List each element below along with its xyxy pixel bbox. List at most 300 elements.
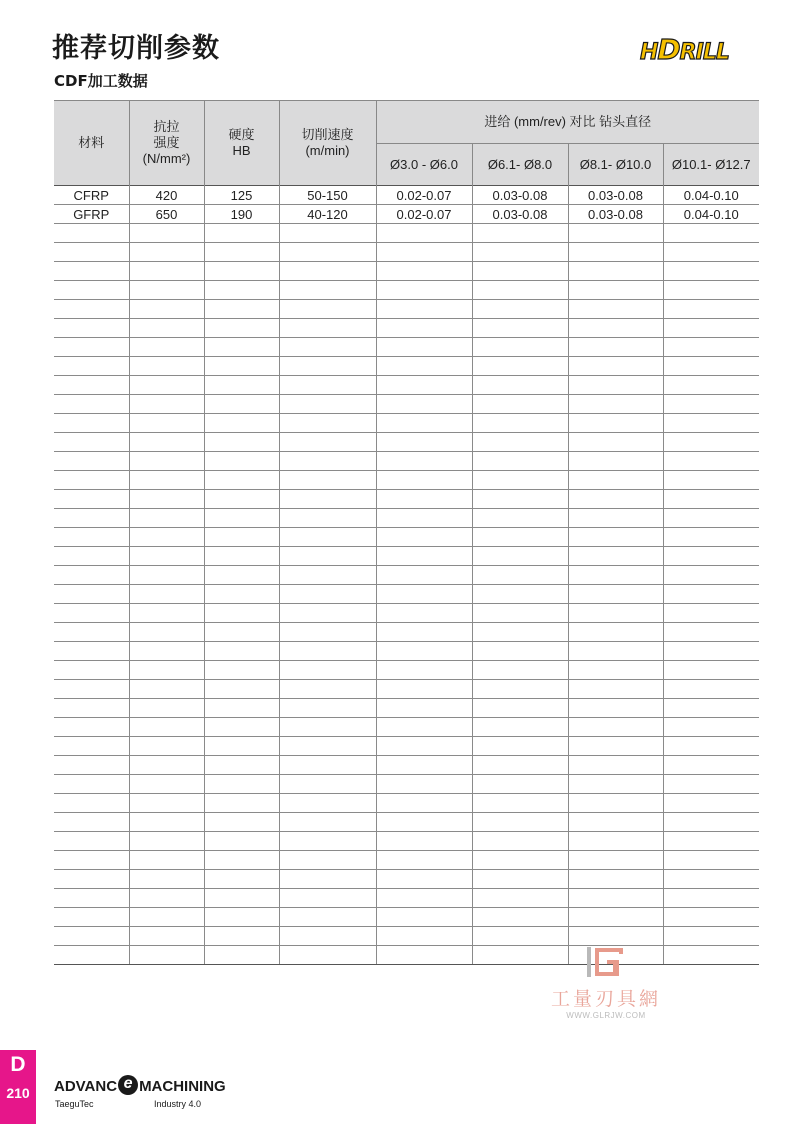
watermark-text: 工量刃具網: [550, 988, 661, 1010]
table-row: [54, 775, 759, 794]
table-cell: [129, 889, 204, 908]
table-cell: [472, 395, 568, 414]
table-cell: 0.03-0.08: [472, 205, 568, 224]
table-cell: [204, 471, 279, 490]
table-cell: [376, 642, 472, 661]
table-cell: [472, 756, 568, 775]
table-cell: [568, 471, 663, 490]
table-cell: [54, 775, 129, 794]
table-cell: [568, 832, 663, 851]
table-row: [54, 414, 759, 433]
table-cell: [279, 585, 376, 604]
header-diameter-2: Ø6.1- Ø8.0: [472, 144, 568, 186]
table-row: [54, 718, 759, 737]
table-cell: [129, 661, 204, 680]
table-cell: [472, 471, 568, 490]
table-cell: [204, 319, 279, 338]
table-cell: [279, 946, 376, 965]
table-cell: [472, 338, 568, 357]
table-cell: [279, 490, 376, 509]
table-cell: [129, 376, 204, 395]
table-cell: [376, 832, 472, 851]
table-cell: [54, 585, 129, 604]
table-cell: [376, 661, 472, 680]
table-cell: [376, 775, 472, 794]
table-cell: [472, 509, 568, 528]
table-cell: CFRP: [54, 186, 129, 205]
table-cell: [663, 851, 759, 870]
table-cell: [663, 471, 759, 490]
table-row: [54, 794, 759, 813]
footer-logo-main: [54, 1075, 226, 1095]
header-diameter-1: Ø3.0 - Ø6.0: [376, 144, 472, 186]
table-cell: [204, 718, 279, 737]
table-cell: [472, 319, 568, 338]
table-cell: [129, 604, 204, 623]
table-cell: [204, 547, 279, 566]
table-cell: 0.03-0.08: [568, 205, 663, 224]
table-cell: [376, 813, 472, 832]
table-row: [54, 889, 759, 908]
header-material: 材料: [54, 101, 129, 186]
table-cell: [663, 775, 759, 794]
table-cell: [663, 338, 759, 357]
table-cell: [663, 262, 759, 281]
table-cell: [568, 813, 663, 832]
table-cell: [472, 680, 568, 699]
table-row: [54, 186, 759, 205]
table-cell: [663, 300, 759, 319]
table-row: [54, 756, 759, 775]
table-cell: [279, 471, 376, 490]
table-cell: [54, 756, 129, 775]
table-row: [54, 243, 759, 262]
cutting-parameters-table: [54, 100, 759, 965]
table-cell: [279, 851, 376, 870]
page-subtitle: CDF加工数据: [54, 72, 148, 90]
table-cell: [279, 737, 376, 756]
header-diameter-4: Ø10.1- Ø12.7: [663, 144, 759, 186]
table-cell: [129, 262, 204, 281]
brand-logo: HDRILL: [640, 33, 729, 66]
table-cell: [129, 908, 204, 927]
table-cell: [663, 414, 759, 433]
table-cell: [568, 395, 663, 414]
table-cell: [129, 433, 204, 452]
table-cell: [279, 433, 376, 452]
watermark: [536, 944, 676, 1020]
table-cell: [472, 737, 568, 756]
table-cell: [54, 300, 129, 319]
table-cell: [376, 889, 472, 908]
table-row: [54, 205, 759, 224]
table-cell: [472, 623, 568, 642]
table-cell: [204, 775, 279, 794]
table-cell: 0.04-0.10: [663, 205, 759, 224]
header-feed: 进给 (mm/rev) 对比 钻头直径: [376, 101, 759, 144]
table-cell: [663, 224, 759, 243]
table-row: [54, 281, 759, 300]
table-cell: [376, 243, 472, 262]
table-cell: [472, 376, 568, 395]
table-cell: [54, 718, 129, 737]
table-cell: [204, 889, 279, 908]
table-cell: [54, 262, 129, 281]
table-cell: [376, 395, 472, 414]
table-cell: [376, 927, 472, 946]
table-cell: [663, 946, 759, 965]
table-cell: [568, 224, 663, 243]
table-cell: [568, 737, 663, 756]
table-cell: [472, 870, 568, 889]
section-letter: D: [10, 1053, 26, 1076]
table-cell: [568, 528, 663, 547]
table-cell: [129, 775, 204, 794]
table-cell: [54, 946, 129, 965]
table-cell: [472, 452, 568, 471]
table-cell: [204, 376, 279, 395]
table-cell: [204, 395, 279, 414]
watermark-logo-icon: [583, 944, 629, 980]
table-cell: [129, 281, 204, 300]
table-cell: [663, 433, 759, 452]
table-cell: [568, 585, 663, 604]
table-cell: [568, 927, 663, 946]
table-cell: [472, 832, 568, 851]
table-cell: [279, 699, 376, 718]
table-cell: [472, 604, 568, 623]
table-cell: [129, 547, 204, 566]
table-row: [54, 642, 759, 661]
table-cell: [204, 585, 279, 604]
table-row: [54, 680, 759, 699]
table-row: [54, 908, 759, 927]
table-cell: [54, 870, 129, 889]
table-cell: [663, 243, 759, 262]
table-cell: [204, 262, 279, 281]
table-cell: [54, 224, 129, 243]
table-cell: [663, 680, 759, 699]
table-row: [54, 566, 759, 585]
table-cell: [472, 851, 568, 870]
table-cell: [279, 775, 376, 794]
table-cell: [663, 623, 759, 642]
table-cell: 50-150: [279, 186, 376, 205]
header-tensile-line1: 抗拉: [153, 119, 180, 134]
table-cell: [568, 680, 663, 699]
table-cell: [279, 414, 376, 433]
table-cell: [54, 908, 129, 927]
table-cell: [204, 243, 279, 262]
table-cell: [204, 699, 279, 718]
table-cell: [129, 756, 204, 775]
table-cell: [54, 452, 129, 471]
table-cell: [129, 300, 204, 319]
table-cell: [376, 319, 472, 338]
table-row: [54, 509, 759, 528]
table-cell: [663, 509, 759, 528]
table-cell: [279, 357, 376, 376]
table-row: [54, 832, 759, 851]
table-row: [54, 623, 759, 642]
table-cell: [663, 319, 759, 338]
table-cell: [204, 452, 279, 471]
table-cell: [568, 414, 663, 433]
table-cell: [129, 357, 204, 376]
table-row: [54, 851, 759, 870]
table-cell: [568, 566, 663, 585]
table-cell: [376, 566, 472, 585]
table-cell: 0.04-0.10: [663, 186, 759, 205]
table-row: [54, 224, 759, 243]
table-cell: [54, 414, 129, 433]
table-cell: [472, 300, 568, 319]
table-cell: [129, 851, 204, 870]
table-cell: [568, 243, 663, 262]
table-cell: [54, 832, 129, 851]
table-row: [54, 927, 759, 946]
table-cell: [204, 433, 279, 452]
table-row: [54, 357, 759, 376]
table-row: [54, 338, 759, 357]
table-cell: [568, 908, 663, 927]
header-cutting-speed: [279, 101, 376, 186]
table-cell: [54, 642, 129, 661]
table-cell: [204, 623, 279, 642]
table-cell: [279, 832, 376, 851]
table-cell: [568, 718, 663, 737]
table-cell: [279, 528, 376, 547]
table-cell: [204, 566, 279, 585]
table-cell: [472, 718, 568, 737]
table-cell: [129, 395, 204, 414]
table-row: [54, 490, 759, 509]
table-cell: [568, 642, 663, 661]
table-cell: [663, 547, 759, 566]
table-cell: [54, 243, 129, 262]
table-row: [54, 813, 759, 832]
table-cell: [279, 927, 376, 946]
table-cell: [376, 604, 472, 623]
table-cell: [279, 642, 376, 661]
table-cell: [54, 338, 129, 357]
table-cell: [568, 357, 663, 376]
header-diameter-3: Ø8.1- Ø10.0: [568, 144, 663, 186]
table-cell: [472, 775, 568, 794]
table-cell: [472, 661, 568, 680]
table-row: [54, 262, 759, 281]
table-cell: [568, 889, 663, 908]
table-cell: [568, 452, 663, 471]
table-cell: [472, 927, 568, 946]
table-cell: [568, 870, 663, 889]
table-cell: [129, 338, 204, 357]
table-cell: [279, 756, 376, 775]
table-cell: [568, 661, 663, 680]
table-cell: [129, 832, 204, 851]
table-cell: [129, 452, 204, 471]
table-cell: [472, 262, 568, 281]
header-hardness: [204, 101, 279, 186]
table-cell: [204, 338, 279, 357]
table-cell: [663, 585, 759, 604]
footer-logo-part-a: ADVANC: [54, 1078, 118, 1095]
table-cell: [54, 376, 129, 395]
table-row: [54, 870, 759, 889]
table-cell: 125: [204, 186, 279, 205]
table-cell: [376, 528, 472, 547]
table-cell: [54, 623, 129, 642]
table-cell: [204, 946, 279, 965]
table-row: [54, 547, 759, 566]
table-row: [54, 585, 759, 604]
table-cell: [568, 490, 663, 509]
table-cell: [568, 300, 663, 319]
table-cell: [204, 509, 279, 528]
table-cell: [279, 395, 376, 414]
table-cell: [279, 376, 376, 395]
table-cell: [204, 908, 279, 927]
page-number: 210: [6, 1085, 30, 1101]
table-cell: [204, 661, 279, 680]
table-cell: [663, 813, 759, 832]
table-cell: [129, 737, 204, 756]
table-row: [54, 737, 759, 756]
table-row: [54, 433, 759, 452]
table-cell: [568, 338, 663, 357]
table-cell: [54, 699, 129, 718]
table-cell: [204, 224, 279, 243]
table-cell: [54, 357, 129, 376]
table-cell: [204, 680, 279, 699]
table-cell: [204, 851, 279, 870]
table-cell: [663, 395, 759, 414]
table-cell: 190: [204, 205, 279, 224]
table-cell: [663, 756, 759, 775]
table-cell: [568, 794, 663, 813]
table-cell: [663, 376, 759, 395]
table-cell: [279, 813, 376, 832]
table-cell: [54, 566, 129, 585]
table-cell: [204, 832, 279, 851]
table-cell: [129, 642, 204, 661]
table-cell: [129, 509, 204, 528]
table-cell: [129, 471, 204, 490]
table-cell: [204, 794, 279, 813]
header-hardness-line1: 硬度: [228, 127, 255, 142]
table-cell: [54, 281, 129, 300]
table-row: [54, 395, 759, 414]
table-cell: 0.02-0.07: [376, 186, 472, 205]
table-row: [54, 699, 759, 718]
table-cell: [472, 813, 568, 832]
table-cell: [54, 680, 129, 699]
table-cell: [663, 832, 759, 851]
header-speed-line1: 切削速度: [301, 127, 354, 142]
table-cell: [472, 566, 568, 585]
table-cell: [472, 585, 568, 604]
table-cell: [129, 946, 204, 965]
table-row: [54, 661, 759, 680]
footer-logo: [54, 1075, 226, 1112]
table-cell: [376, 737, 472, 756]
table-cell: [472, 528, 568, 547]
table-cell: [204, 357, 279, 376]
table-cell: [472, 794, 568, 813]
table-cell: [472, 547, 568, 566]
table-cell: [663, 908, 759, 927]
table-cell: 420: [129, 186, 204, 205]
table-cell: [376, 547, 472, 566]
table-cell: [279, 224, 376, 243]
table-cell: [376, 509, 472, 528]
header-tensile-line2: 强度: [153, 135, 180, 150]
table-cell: [279, 243, 376, 262]
table-cell: 0.02-0.07: [376, 205, 472, 224]
table-cell: [129, 680, 204, 699]
table-cell: [279, 300, 376, 319]
table-cell: [54, 794, 129, 813]
table-cell: [279, 680, 376, 699]
table-cell: [279, 338, 376, 357]
watermark-url: WWW.GLRJW.COM: [566, 1011, 646, 1020]
table-cell: [568, 281, 663, 300]
table-cell: [129, 414, 204, 433]
table-body: [54, 186, 759, 965]
table-cell: [568, 851, 663, 870]
table-cell: 40-120: [279, 205, 376, 224]
table-cell: [663, 870, 759, 889]
table-cell: [279, 547, 376, 566]
table-cell: [663, 737, 759, 756]
table-cell: [472, 908, 568, 927]
table-cell: [663, 889, 759, 908]
table-cell: [129, 566, 204, 585]
table-cell: [663, 281, 759, 300]
table-cell: [568, 547, 663, 566]
table-cell: [54, 471, 129, 490]
table-cell: [472, 414, 568, 433]
table-cell: [663, 718, 759, 737]
table-cell: [568, 699, 663, 718]
table-cell: [204, 604, 279, 623]
table-cell: [279, 509, 376, 528]
table-cell: [472, 281, 568, 300]
table-cell: [663, 452, 759, 471]
header-tensile-line3: (N/mm²): [142, 151, 191, 166]
table-cell: [279, 319, 376, 338]
table-row: [54, 452, 759, 471]
table-cell: [376, 870, 472, 889]
table-cell: [204, 300, 279, 319]
table-cell: [129, 528, 204, 547]
table-cell: [376, 452, 472, 471]
table-cell: [376, 946, 472, 965]
table-cell: [129, 585, 204, 604]
table-cell: [54, 604, 129, 623]
table-cell: [376, 851, 472, 870]
table-cell: [129, 319, 204, 338]
table-cell: [663, 661, 759, 680]
table-cell: [54, 547, 129, 566]
table-cell: [663, 699, 759, 718]
table-cell: [204, 528, 279, 547]
table-cell: [376, 414, 472, 433]
table-cell: [472, 357, 568, 376]
table-cell: [568, 756, 663, 775]
table-cell: [568, 623, 663, 642]
table-cell: [376, 585, 472, 604]
